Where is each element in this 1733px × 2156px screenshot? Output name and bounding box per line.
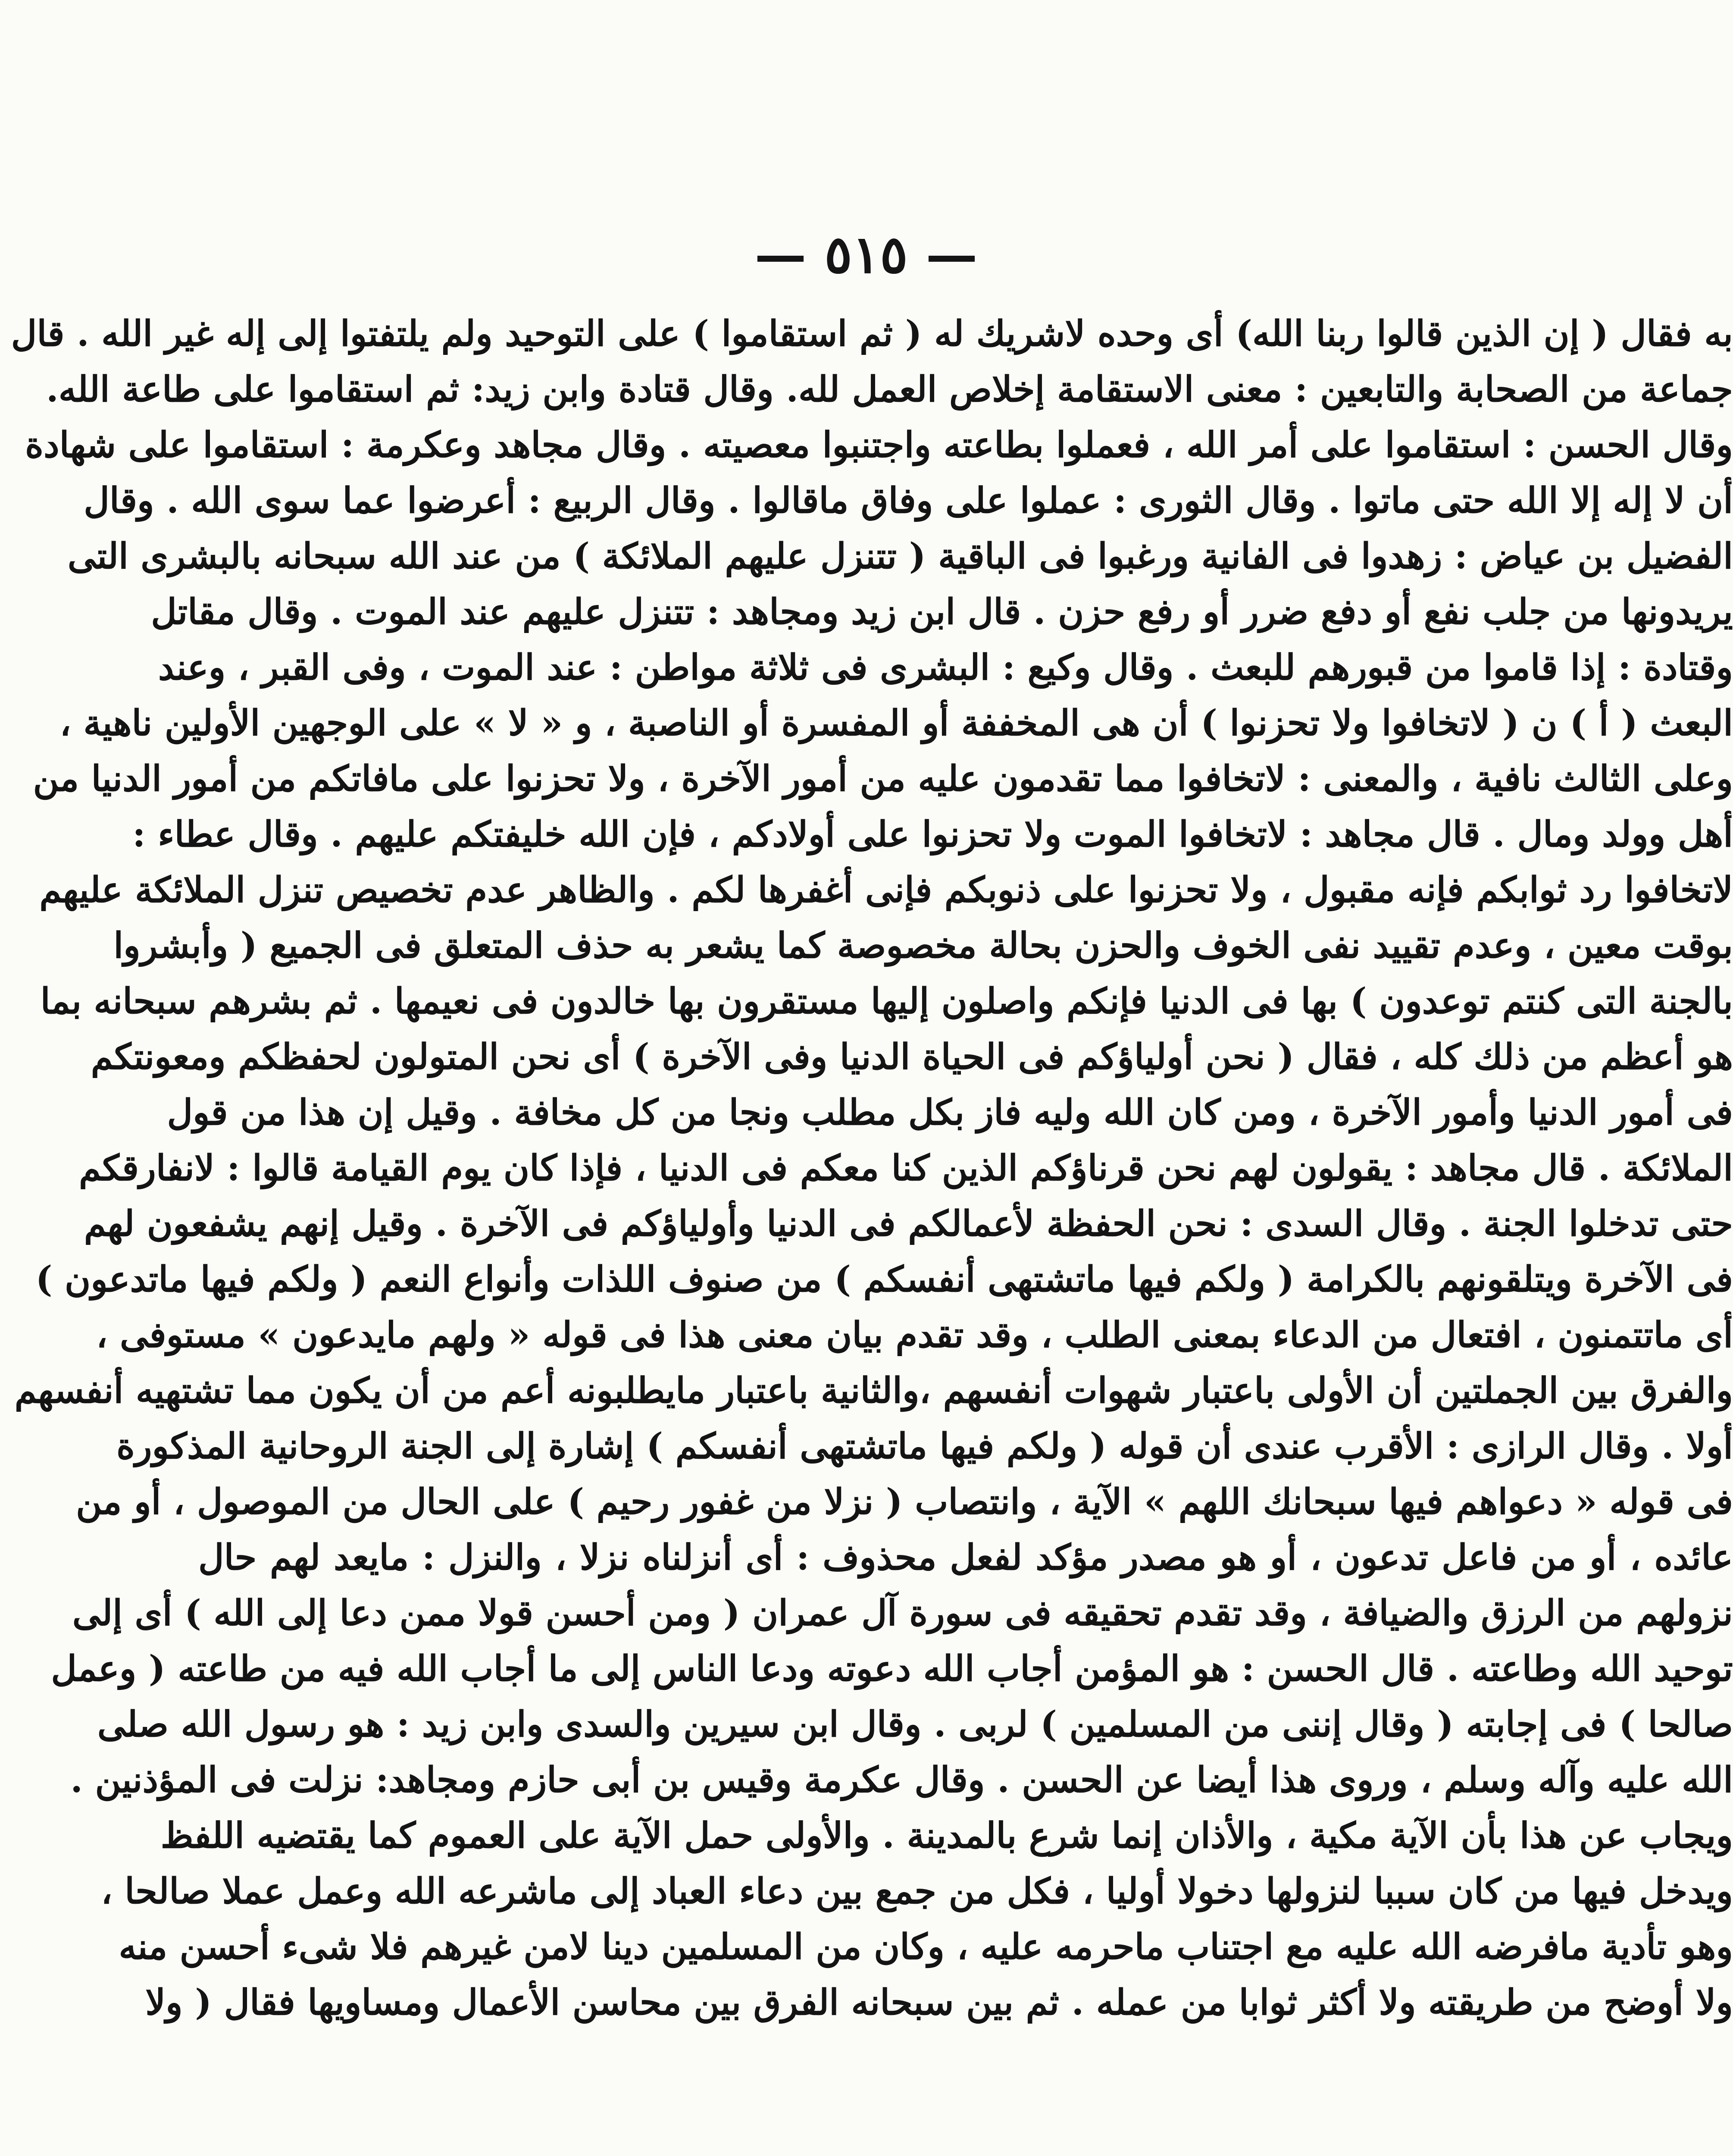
text-line: هو أعظم من ذلك كله ، فقال ( نحن أولياؤكم فى الحياة الدنيا وفى الآخرة ) أى نحن المتولون لحفظكم ومعونتكم: [91, 1036, 1733, 1078]
text-line: وقتادة : إذا قاموا من قبورهم للبعث . وقال وكيع : البشرى فى ثلاثة مواطن : عند الموت ، وفى القبر ، وعند: [158, 647, 1733, 688]
text-line: وقال الحسن : استقاموا على أمر الله ، فعملوا بطاعته واجتنبوا معصيته . وقال مجاهد وعكرمة : استقاموا على شهادة: [25, 424, 1733, 466]
text-line: أولا . وقال الرازى : الأقرب عندى أن قوله ( ولكم فيها ماتشتهى أنفسكم ) إشارة إلى الجنة الروحانية المذكورة: [116, 1426, 1733, 1467]
text-line: به فقال ( إن الذين قالوا ربنا الله) أى وحده لاشريك له ( ثم استقاموا ) على التوحيد ولم يلتفتوا إلى إله غير الله . قال: [11, 313, 1733, 354]
text-line: نزولهم من الرزق والضيافة ، وقد تقدم تحقيقه فى سورة آل عمران ( ومن أحسن قولا ممن دعا إلى الله ) أى إلى: [72, 1592, 1733, 1634]
text-line: البعث ( أ ) ن ( لاتخافوا ولا تحزنوا ) أن هى المخففة أو المفسرة أو الناصبة ، و « لا » على الوجهين الأولين ناهية ،: [59, 702, 1733, 744]
text-line: لاتخافوا رد ثوابكم فإنه مقبول ، ولا تحزنوا على ذنوبكم فإنى أغفرها لكم . والظاهر عدم تخصيص تنزل الملائكة عليهم: [39, 869, 1733, 911]
text-line: وعلى الثالث نافية ، والمعنى : لاتخافوا مما تقدمون عليه من أمور الآخرة ، ولا تحزنوا على مافاتكم من أمور الدنيا من: [33, 758, 1733, 799]
text-line: أن لا إله إلا الله حتى ماتوا . وقال الثورى : عملوا على وفاق ماقالوا . وقال الربيع : أعرضوا عما سوى الله . وقال: [84, 480, 1733, 521]
text-line: بوقت معين ، وعدم تقييد نفى الخوف والحزن بحالة مخصوصة كما يشعر به حذف المتعلق فى الجميع ( وأبشروا: [113, 925, 1733, 966]
text-line: أهل وولد ومال . قال مجاهد : لاتخافوا الموت ولا تحزنوا على أولادكم ، فإن الله خليفتكم عليهم . وقال عطاء :: [132, 814, 1733, 855]
text-line: فى قوله « دعواهم فيها سبحانك اللهم » الآية ، وانتصاب ( نزلا من غفور رحيم ) على الحال من الموصول ، أو من: [76, 1481, 1733, 1523]
text-line: والفرق بين الجملتين أن الأولى باعتبار شهوات أنفسهم ،والثانية باعتبار مايطلبونه أعم من أن يكون مما تشتهيه أنفسهم: [14, 1370, 1733, 1411]
text-line: فى الآخرة ويتلقونهم بالكرامة ( ولكم فيها ماتشتهى أنفسكم ) من صنوف اللذات وأنواع النعم ( ولكم فيها ماتدعون ): [35, 1259, 1733, 1300]
text-line: الملائكة . قال مجاهد : يقولون لهم نحن قرناؤكم الذين كنا معكم فى الدنيا ، فإذا كان يوم القيامة قالوا : لانفارقكم: [79, 1147, 1733, 1189]
text-line: الله عليه وآله وسلم ، وروى هذا أيضا عن الحسن . وقال عكرمة وقيس بن أبى حازم ومجاهد: نزلت فى المؤذنين .: [70, 1759, 1733, 1801]
text-line: توحيد الله وطاعته . قال الحسن : هو المؤمن أجاب الله دعوته ودعا الناس إلى ما أجاب الله فيه من طاعته ( وعمل: [51, 1648, 1733, 1689]
text-line: حتى تدخلوا الجنة . وقال السدى : نحن الحفظة لأعمالكم فى الدنيا وأولياؤكم فى الآخرة . وقيل إنهم يشفعون لهم: [84, 1203, 1733, 1244]
text-line: ولا أوضح من طريقته ولا أكثر ثوابا من عمله . ثم بين سبحانه الفرق بين محاسن الأعمال ومساويها فقال ( ولا: [145, 1982, 1733, 2023]
page-number: — ٥١٥ —: [754, 224, 978, 285]
text-line: أى ماتتمنون ، افتعال من الدعاء بمعنى الطلب ، وقد تقدم بيان معنى هذا فى قوله « ولهم مايدعون » مستوفى ،: [96, 1314, 1733, 1356]
text-line: يريدونها من جلب نفع أو دفع ضرر أو رفع حزن . قال ابن زيد ومجاهد : تتنزل عليهم عند الموت . وقال مقاتل: [151, 591, 1733, 633]
text-line: ويجاب عن هذا بأن الآية مكية ، والأذان إنما شرع بالمدينة . والأولى حمل الآية على العموم كما يقتضيه اللفظ: [160, 1815, 1733, 1856]
text-line: ويدخل فيها من كان سببا لنزولها دخولا أوليا ، فكل من جمع بين دعاء العباد إلى ماشرعه الله وعمل عملا صالحا ،: [101, 1871, 1733, 1912]
text-line: صالحا ) فى إجابته ( وقال إننى من المسلمين ) لربى . وقال ابن سيرين والسدى وابن زيد : هو رسول الله صلى: [97, 1704, 1733, 1745]
text-line: جماعة من الصحابة والتابعين : معنى الاستقامة إخلاص العمل لله. وقال قتادة وابن زيد: ثم استقاموا على طاعة الله.: [46, 369, 1733, 410]
text-line: وهو تأدية مافرضه الله عليه مع اجتناب ماحرمه عليه ، وكان من المسلمين دينا لامن غيرهم فلا شىء أحسن منه: [119, 1926, 1733, 1968]
text-line: الفضيل بن عياض : زهدوا فى الفانية ورغبوا فى الباقية ( تتنزل عليهم الملائكة ) من عند الله سبحانه بالبشرى التى: [67, 536, 1733, 577]
text-line: بالجنة التى كنتم توعدون ) بها فى الدنيا فإنكم واصلون إليها مستقرون بها خالدون فى نعيمها . ثم بشرهم سبحانه بما: [40, 981, 1733, 1022]
body-text: [11, 306, 1733, 2031]
text-line: فى أمور الدنيا وأمور الآخرة ، ومن كان الله وليه فاز بكل مطلب ونجا من كل مخافة . وقيل إن هذا من قول: [167, 1092, 1733, 1133]
text-line: عائده ، أو من فاعل تدعون ، أو هو مصدر مؤكد لفعل محذوف : أى أنزلناه نزلا ، والنزل : مايعد لهم حال: [198, 1537, 1733, 1578]
